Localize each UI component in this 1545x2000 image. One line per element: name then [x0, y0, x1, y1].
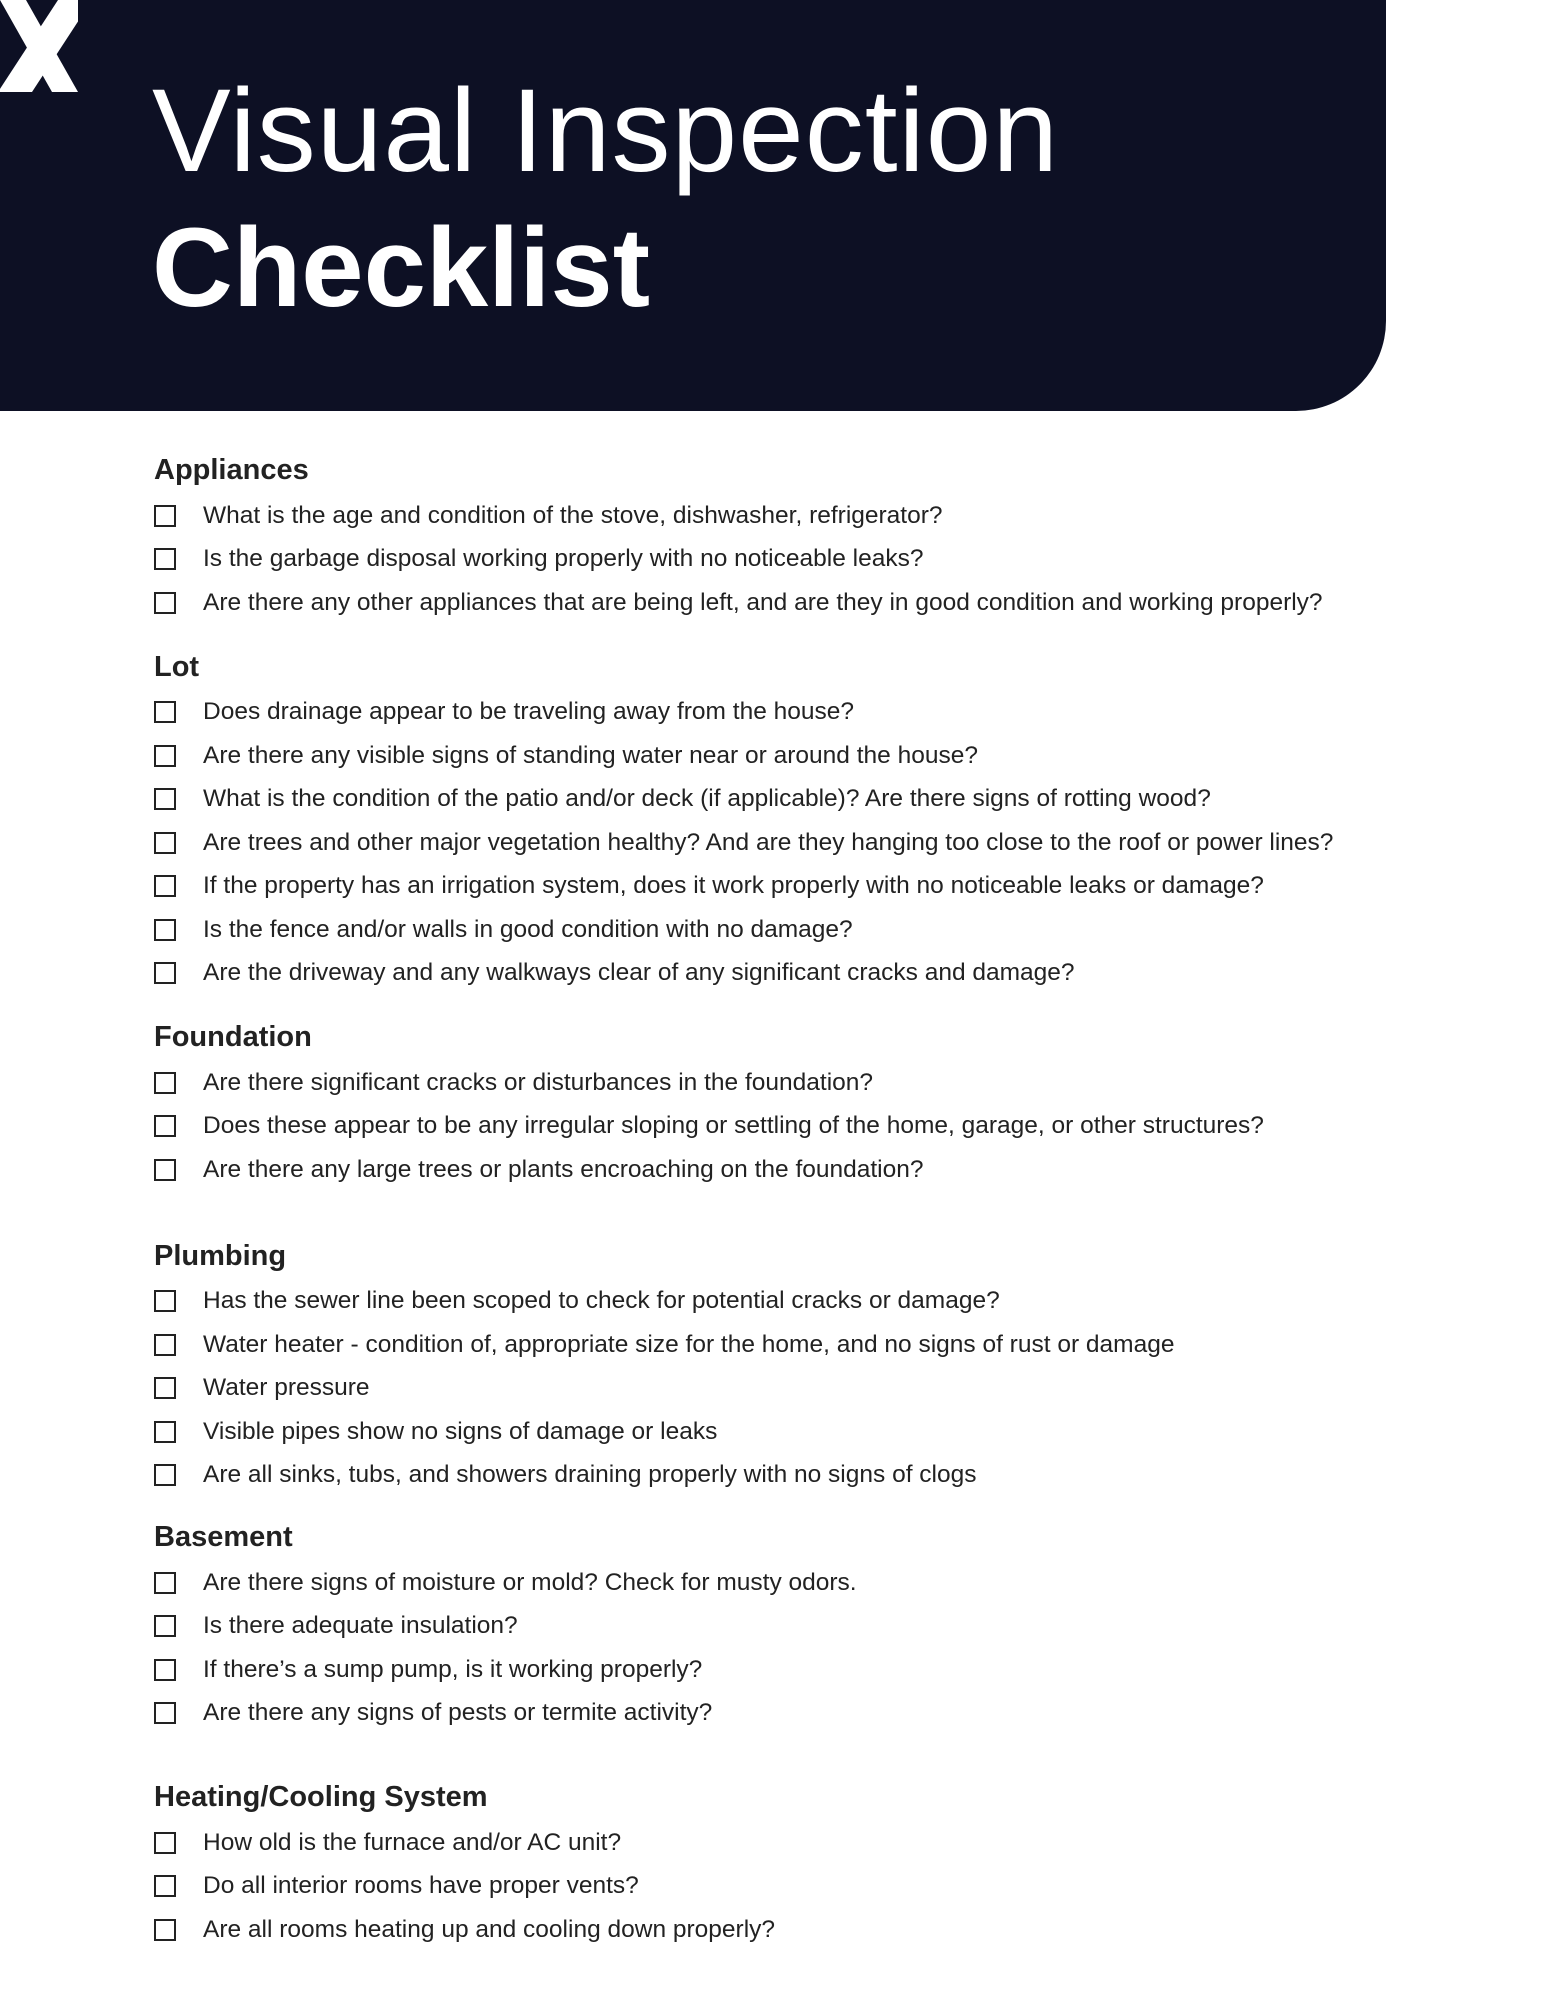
checklist-item	[154, 865, 1414, 909]
checklist-item-text: Visible pipes show no signs of damage or leaks	[203, 1417, 718, 1445]
checklist-item-text: What is the condition of the patio and/or deck (if applicable)? Are there signs of rotting wood?	[203, 785, 1211, 813]
checklist-item	[154, 1148, 1414, 1192]
section	[154, 1517, 1414, 1735]
checklist-item-text: Are there signs of moisture or mold? Check for musty odors.	[203, 1568, 857, 1596]
checklist-item	[154, 1692, 1414, 1736]
checklist-item-text: Water heater - condition of, appropriate size for the home, and no signs of rust or damage	[203, 1330, 1175, 1358]
checklist-item	[154, 1648, 1414, 1692]
checkbox[interactable]	[154, 505, 176, 527]
checklist-item-text: Does drainage appear to be traveling away from the house?	[203, 698, 855, 726]
checklist-item-text: Does these appear to be any irregular sloping or settling of the home, garage, or other structures?	[203, 1112, 1264, 1140]
checkbox[interactable]	[154, 1832, 176, 1854]
checklist-item	[154, 691, 1414, 735]
section-heading: Plumbing	[154, 1239, 287, 1272]
checkbox[interactable]	[154, 1702, 176, 1724]
checklist-item	[154, 581, 1414, 625]
checkbox[interactable]	[154, 1159, 176, 1181]
checklist-item-text: What is the age and condition of the stove, dishwasher, refrigerator?	[203, 501, 943, 529]
checkbox[interactable]	[154, 1421, 176, 1443]
header-banner	[0, 0, 1386, 411]
checkbox[interactable]	[154, 1572, 176, 1594]
page-title-line2: Checklist	[152, 205, 650, 330]
checkbox[interactable]	[154, 1072, 176, 1094]
section-heading: Foundation	[154, 1021, 312, 1053]
checkbox[interactable]	[154, 919, 176, 941]
checklist-item	[154, 778, 1414, 822]
checklist-item-text: If there’s a sump pump, is it working properly?	[203, 1655, 703, 1683]
checklist-item	[154, 1061, 1414, 1105]
checklist-item-text: Are there significant cracks or disturbances in the foundation?	[203, 1068, 874, 1096]
checkbox[interactable]	[154, 1875, 176, 1897]
checkbox[interactable]	[154, 745, 176, 767]
checklist-item	[154, 1561, 1414, 1605]
checklist-item-text: Is there adequate insulation?	[203, 1612, 518, 1640]
checklist-item	[154, 1908, 1414, 1952]
checklist-item	[154, 908, 1414, 952]
checklist-item	[154, 494, 1414, 538]
section-heading: Heating/Cooling System	[154, 1781, 488, 1813]
page-title-line1: Visual Inspection	[152, 65, 1059, 197]
checklist-item-text: Has the sewer line been scoped to check for potential cracks or damage?	[203, 1287, 1000, 1315]
section-heading: Lot	[154, 650, 200, 683]
checklist-item-text: Are there any large trees or plants encroaching on the foundation?	[203, 1155, 924, 1183]
checklist-item-text: Are there any other appliances that are being left, and are they in good condition and working properly?	[203, 588, 1323, 616]
checkbox[interactable]	[154, 1115, 176, 1137]
checklist-item-text: How old is the furnace and/or AC unit?	[203, 1828, 622, 1856]
section	[154, 1777, 1414, 1952]
checklist	[154, 450, 1414, 1952]
checkbox[interactable]	[154, 548, 176, 570]
checklist-item-text: Are there any signs of pests or termite activity?	[203, 1699, 713, 1727]
checklist-item-text: Are there any visible signs of standing water near or around the house?	[203, 741, 978, 769]
checklist-item	[154, 1454, 1414, 1498]
checklist-item	[154, 734, 1414, 778]
checklist-item-text: Are the driveway and any walkways clear of any significant cracks and damage?	[203, 959, 1075, 987]
checklist-item	[154, 1323, 1414, 1367]
checklist-item	[154, 1605, 1414, 1649]
section	[154, 1236, 1414, 1498]
checkbox[interactable]	[154, 1919, 176, 1941]
checklist-item-text: Are all rooms heating up and cooling down properly?	[203, 1915, 776, 1943]
x-logo-icon	[0, 0, 78, 92]
checkbox[interactable]	[154, 962, 176, 984]
section	[154, 647, 1414, 996]
checklist-item	[154, 1280, 1414, 1324]
section-heading: Appliances	[154, 454, 309, 486]
checkbox[interactable]	[154, 1464, 176, 1486]
checkbox[interactable]	[154, 1377, 176, 1399]
section	[154, 450, 1414, 625]
section	[154, 1017, 1414, 1192]
checklist-item	[154, 1105, 1414, 1149]
checklist-item	[154, 1865, 1414, 1909]
checkbox[interactable]	[154, 875, 176, 897]
checkbox[interactable]	[154, 592, 176, 614]
checklist-item	[154, 821, 1414, 865]
checklist-item	[154, 1367, 1414, 1411]
checkbox[interactable]	[154, 1659, 176, 1681]
section-heading: Basement	[154, 1521, 293, 1553]
checkbox[interactable]	[154, 1615, 176, 1637]
checkbox[interactable]	[154, 832, 176, 854]
checklist-item-text: Is the garbage disposal working properly with no noticeable leaks?	[203, 545, 924, 573]
checklist-item-text: Water pressure	[203, 1374, 370, 1402]
checklist-item-text: Is the fence and/or walls in good condition with no damage?	[203, 915, 853, 943]
checkbox[interactable]	[154, 701, 176, 723]
checklist-item	[154, 538, 1414, 582]
checklist-item	[154, 1821, 1414, 1865]
checklist-item	[154, 952, 1414, 996]
checkbox[interactable]	[154, 1290, 176, 1312]
checklist-item-text: Are trees and other major vegetation healthy? And are they hanging too close to the roof or power lines?	[203, 828, 1334, 856]
checklist-item	[154, 1410, 1414, 1454]
checklist-item-text: If the property has an irrigation system, does it work properly with no noticeable leaks or damage?	[203, 872, 1264, 900]
checkbox[interactable]	[154, 1334, 176, 1356]
checkbox[interactable]	[154, 788, 176, 810]
checklist-item-text: Do all interior rooms have proper vents?	[203, 1872, 639, 1900]
checklist-item-text: Are all sinks, tubs, and showers draining properly with no signs of clogs	[203, 1461, 977, 1489]
